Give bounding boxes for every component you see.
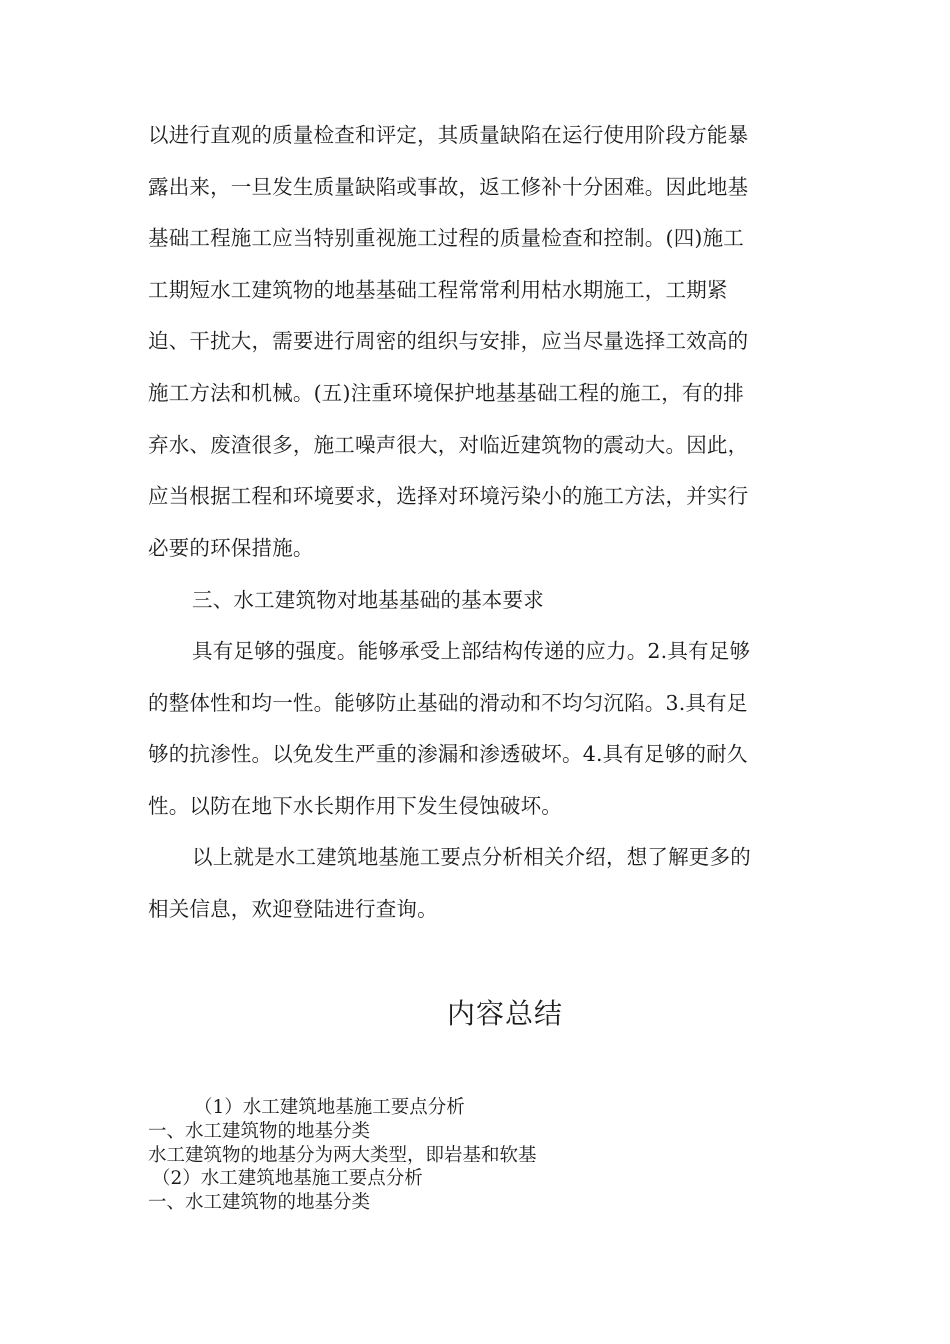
text-line: 必要的环保措施。: [148, 535, 314, 560]
text-line: 工期短水工建筑物的地基基础工程常常利用枯水期施工，工期紧: [148, 277, 728, 302]
closing-paragraph: [148, 832, 798, 935]
summary-line: （1）水工建筑地基施工要点分析: [194, 1097, 465, 1118]
text-line: 以进行直观的质量检查和评定，其质量缺陷在运行使用阶段方能暴: [148, 123, 749, 147]
summary-title: 内容总结: [446, 997, 563, 1030]
summary-line: 一、水工建筑物的地基分类: [148, 1120, 371, 1142]
summary-block: [148, 1096, 798, 1215]
section-heading: 三、水工建筑物对地基基础的基本要求: [192, 588, 544, 612]
summary-line: 水工建筑物的地基分为两大类型，即岩基和软基: [148, 1144, 537, 1166]
text-line: 性。以防在地下水长期作用下发生侵蚀破坏。: [148, 793, 562, 818]
text-line: 弃水、废渣很多，施工噪声很大，对临近建筑物的震动大。因此，: [148, 432, 749, 457]
text-line: 具有足够的强度。能够承受上部结构传递的应力。2.具有足够: [192, 639, 751, 663]
summary-line: 一、水工建筑物的地基分类: [148, 1192, 371, 1214]
text-line: 以上就是水工建筑地基施工要点分析相关介绍，想了解更多的: [192, 845, 751, 869]
requirements-paragraph: [148, 626, 798, 832]
text-line: 迫、干扰大，需要进行周密的组织与安排，应当尽量选择工效高的: [148, 329, 749, 354]
text-line: 基础工程施工应当特别重视施工过程的质量检查和控制。(四)施工: [148, 226, 744, 251]
section-heading-block: [148, 575, 798, 627]
text-line: 够的抗渗性。以免发生严重的渗漏和渗透破坏。4.具有足够的耐久: [148, 742, 748, 767]
text-line: 的整体性和均一性。能够防止基础的滑动和不均匀沉陷。3.具有足: [148, 690, 748, 715]
text-line: 露出来，一旦发生质量缺陷或事故，返工修补十分困难。因此地基: [148, 174, 749, 199]
text-line: 相关信息，欢迎登陆进行查询。: [148, 896, 438, 921]
summary-line: （2）水工建筑地基施工要点分析: [152, 1168, 423, 1190]
text-line: 应当根据工程和环境要求，选择对环境污染小的施工方法，并实行: [148, 484, 749, 509]
paragraph-continuation: [148, 110, 798, 574]
text-line: 施工方法和机械。(五)注重环境保护地基基础工程的施工，有的排: [148, 380, 744, 405]
